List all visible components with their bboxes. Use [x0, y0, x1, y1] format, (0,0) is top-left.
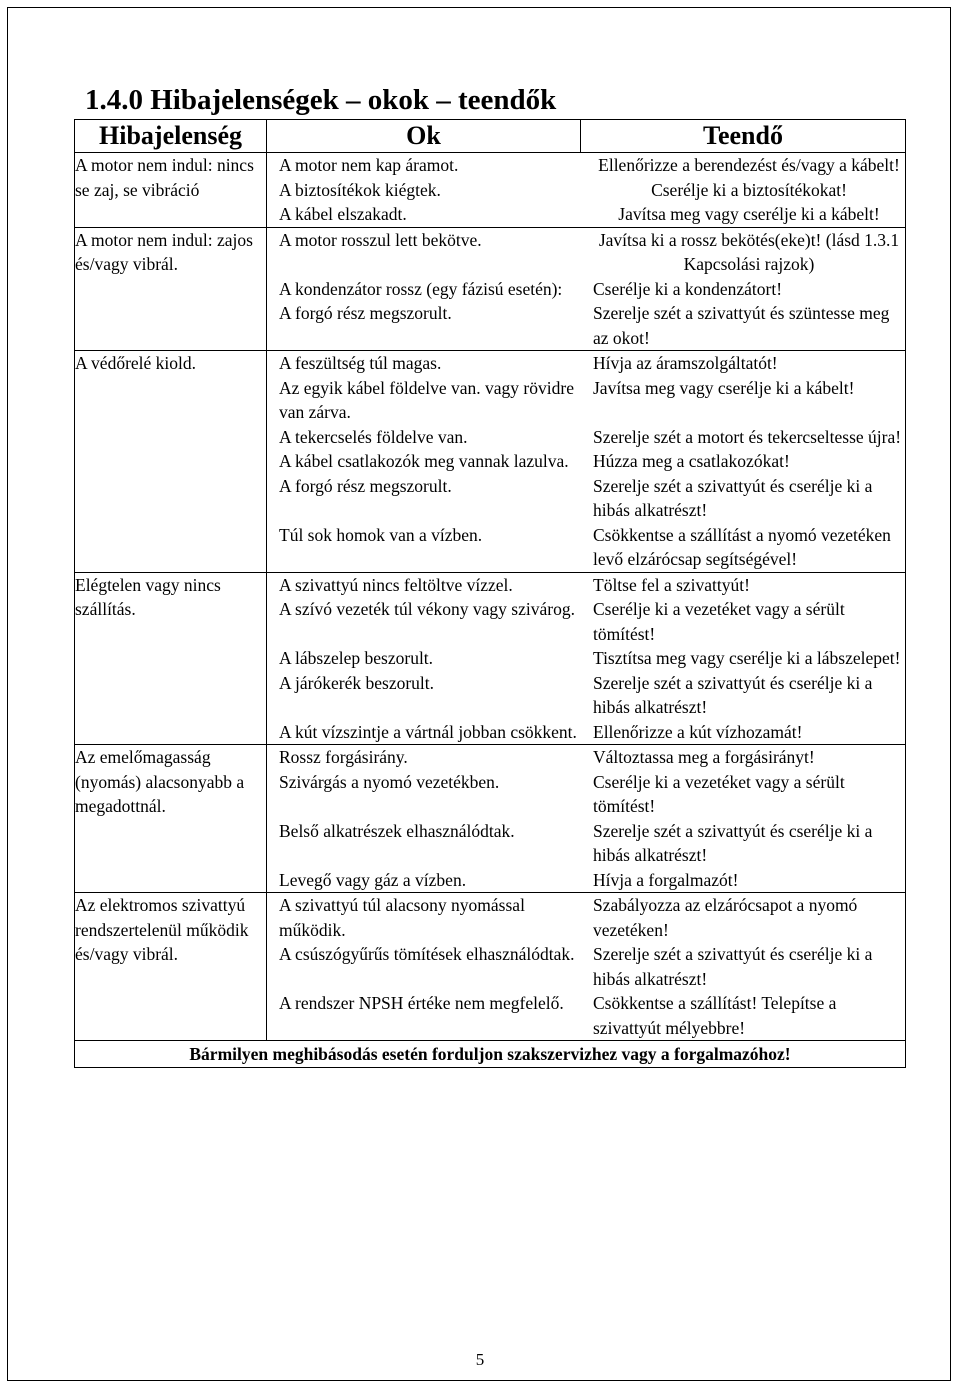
action-text: Szerelje szét a motort és tekercseltesse újra! — [593, 426, 902, 447]
action-text: Szerelje szét a szivattyút és szüntesse meg az okot! — [593, 303, 890, 348]
cause-action-pair — [267, 449, 905, 474]
page-number: 5 — [475, 1350, 485, 1369]
cause-action-pair — [267, 153, 905, 178]
cause-text: Az egyik kábel földelve van. vagy rövidre van zárva. — [279, 377, 574, 422]
table-row — [75, 227, 906, 351]
cause-action-pair — [267, 277, 905, 302]
cause-action-pair — [267, 868, 905, 893]
cause-text: A feszültség túl magas. — [279, 353, 442, 373]
cause-text: A szivattyú túl alacsony nyomással működik. — [279, 895, 525, 940]
cause-text: A kondenzátor rossz (egy fázisú esetén): — [279, 278, 563, 299]
cause-text: A kábel csatlakozók meg vannak lazulva. — [279, 451, 569, 471]
cause-action-pair — [267, 720, 905, 745]
cause-action-pair — [267, 893, 905, 942]
footer-row — [75, 1041, 906, 1068]
cause-action-pair — [267, 597, 905, 646]
cause-text: A kút vízszintje a vártnál jobban csökkent. — [279, 721, 577, 742]
action-text: Tisztítsa meg vagy cserélje ki a lábszelepet! — [593, 648, 901, 668]
cause-text: A forgó rész megszorult. — [279, 303, 452, 323]
cause-action-pair — [267, 474, 905, 523]
action-text: Javítsa ki a rossz bekötés(eke)t! (lásd 1.3.1 Kapcsolási rajzok) — [598, 229, 900, 274]
table-row — [75, 745, 906, 893]
section-title: 1.4.0 Hibajelenségek – okok – teendők — [85, 84, 557, 116]
header-cause: Ok — [267, 120, 581, 153]
cause-action-pair — [267, 425, 905, 450]
footer-note: Bármilyen meghibásodás esetén forduljon szakszervizhez vagy a forgalmazóhoz! — [75, 1041, 906, 1068]
action-text: Javítsa meg vagy cserélje ki a kábelt! — [593, 377, 855, 398]
cause-text: A motor nem kap áramot. — [279, 155, 459, 175]
header-symptom: Hibajelenség — [75, 120, 267, 153]
cause-text: Szivárgás a nyomó vezetékben. — [279, 771, 500, 792]
action-text: Szerelje szét a szivattyút és cserélje ki a hibás alkatrészt! — [593, 672, 873, 717]
table-row — [75, 893, 906, 1041]
action-text: Hívja a forgalmazót! — [593, 869, 739, 890]
action-text: Szabályozza az elzárócsapot a nyomó vezetéken! — [593, 895, 858, 940]
table-row — [75, 153, 906, 228]
action-text: Cserélje ki a vezetéket vagy a sérült tömítést! — [593, 599, 845, 644]
cause-text: A járókerék beszorult. — [279, 672, 435, 693]
cause-text: A lábszelep beszorult. — [279, 648, 434, 668]
action-text: Csökkentse a szállítást a nyomó vezetéken levő elzárócsap segítségével! — [593, 524, 891, 569]
troubleshooting-table — [74, 119, 906, 1068]
cause-action-pair — [267, 646, 905, 671]
action-text: Töltse fel a szivattyút! — [593, 574, 750, 595]
cause-text: A biztosítékok kiégtek. — [279, 179, 441, 200]
table-row — [75, 351, 906, 573]
action-text: Cserélje ki a biztosítékokat! — [651, 179, 847, 200]
action-text: Húzza meg a csatlakozókat! — [593, 451, 790, 471]
action-text: Csökkentse a szállítást! Telepítse a szivattyút mélyebbre! — [593, 993, 837, 1038]
cause-text: A rendszer NPSH értéke nem megfelelő. — [279, 993, 564, 1013]
symptom-cell: A motor nem indul: nincs se zaj, se vibráció — [75, 153, 267, 228]
action-text: Javítsa meg vagy cserélje ki a kábelt! — [618, 204, 880, 224]
cause-action-pair — [267, 942, 905, 991]
cause-action-pair — [267, 745, 905, 770]
action-text: Szerelje szét a szivattyút és cserélje ki a hibás alkatrészt! — [593, 475, 873, 520]
action-text: Változtassa meg a forgásirányt! — [593, 747, 815, 767]
cause-action-pair — [267, 178, 905, 203]
symptom-cell: A védőrelé kiold. — [75, 351, 267, 573]
table-row — [75, 572, 906, 745]
cause-action-pair — [267, 228, 905, 277]
cause-text: Levegő vagy gáz a vízben. — [279, 869, 467, 890]
cause-action-pair — [267, 573, 905, 598]
cause-action-pair — [267, 671, 905, 720]
cause-text: Rossz forgásirány. — [279, 747, 408, 767]
cause-text: Túl sok homok van a vízben. — [279, 524, 483, 545]
symptom-cell: Az emelőmagasság (nyomás) alacsonyabb a megadottnál. — [75, 745, 267, 893]
cause-text: A forgó rész megszorult. — [279, 475, 452, 496]
symptom-cell: Elégtelen vagy nincs szállítás. — [75, 572, 267, 745]
cause-text: A szivattyú nincs feltöltve vízzel. — [279, 574, 513, 595]
header-action: Teendő — [581, 120, 906, 153]
symptom-cell: A motor nem indul: zajos és/vagy vibrál. — [75, 227, 267, 351]
action-text: Ellenőrizze a kút vízhozamát! — [593, 721, 803, 742]
cause-action-pair — [267, 770, 905, 819]
action-text: Szerelje szét a szivattyút és cserélje ki a hibás alkatrészt! — [593, 944, 873, 989]
action-text: Szerelje szét a szivattyút és cserélje ki a hibás alkatrészt! — [593, 820, 873, 865]
cause-text: A tekercselés földelve van. — [279, 426, 468, 447]
cause-text: A csúszógyűrűs tömítések elhasználódtak. — [279, 944, 575, 964]
cause-action-pair — [267, 301, 905, 350]
symptom-cell: Az elektromos szivattyú rendszertelenül működik és/vagy vibrál. — [75, 893, 267, 1041]
action-text: Hívja az áramszolgáltatót! — [593, 353, 778, 373]
cause-text: Belső alkatrészek elhasználódtak. — [279, 820, 515, 841]
action-text: Ellenőrizze a berendezést és/vagy a kábelt! — [598, 155, 900, 175]
cause-action-pair — [267, 351, 905, 376]
action-text: Cserélje ki a vezetéket vagy a sérült tömítést! — [593, 771, 845, 816]
cause-text: A motor rosszul lett bekötve. — [279, 229, 482, 250]
cause-action-pair — [267, 991, 905, 1040]
cause-action-pair — [267, 376, 905, 425]
header-row — [75, 120, 906, 153]
cause-action-pair — [267, 202, 905, 227]
cause-text: A szívó vezeték túl vékony vagy szivárog. — [279, 599, 575, 619]
cause-action-pair — [267, 523, 905, 572]
cause-action-pair — [267, 819, 905, 868]
action-text: Cserélje ki a kondenzátort! — [593, 278, 783, 299]
cause-text: A kábel elszakadt. — [279, 204, 407, 224]
